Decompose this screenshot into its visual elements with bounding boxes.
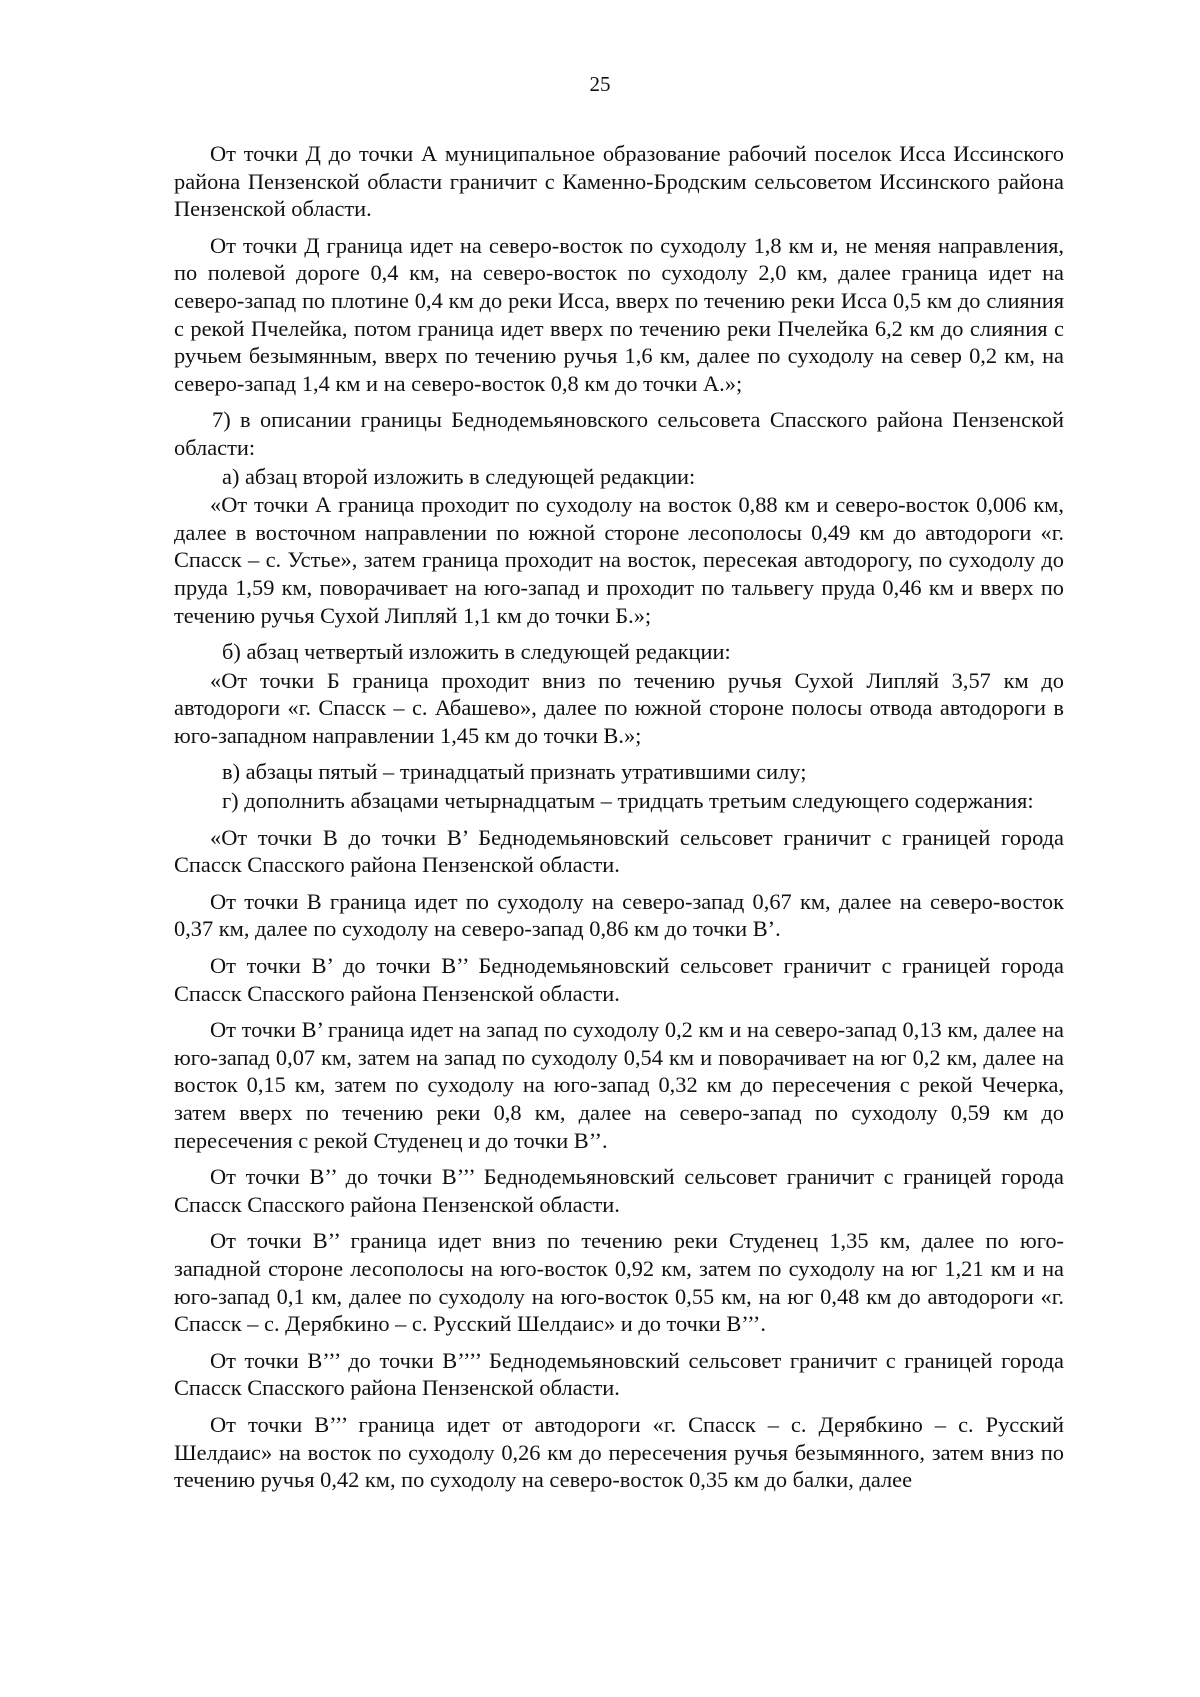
paragraph-point-v2: От точки В’’ до точки В’’’ Беднодемьяновский сельсовет граничит с границей города Спасск Спасского района Пензенской области.	[174, 1164, 1064, 1217]
paragraph-1: От точки Д до точки А муниципальное образование рабочий поселок Исса Иссинского района Пензенской области граничит с Каменно-Бродским сельсоветом Иссинского района Пензенской области.	[174, 141, 1064, 222]
paragraph-a-text: «От точки А граница проходит по суходолу на восток 0,88 км и северо-восток 0,006 км, далее в восточном направлении по южной стороне лесополосы 0,49 км до автодороги «г. Спасск – с. Устье», затем граница проходит на восток, пересекая автодорогу, по суходолу до пруда 1,59 км, поворачивает на юго-запад и проходит по тальвегу пруда 0,46 км и вверх по течению ручья Сухой Липляй 1,1 км до точки Б.»;	[174, 492, 1064, 628]
item-7-heading: 7) в описании границы Беднодемьяновского сельсовета Спасского района Пензенской области:	[174, 407, 1064, 460]
paragraph-point-v: «От точки В до точки В’ Беднодемьяновский сельсовет граничит с границей города Спасск Спасского района Пензенской области.	[174, 824, 1064, 878]
paragraph-b-text: «От точки Б граница проходит вниз по течению ручья Сухой Липляй 3,57 км до автодороги «г. Спасск – с. Абашево», далее по южной стороне полосы отвода автодороги в юго-западном направлении 1,45 км до точки В.»;	[174, 667, 1064, 748]
paragraph-point-v-route: От точки В граница идет по суходолу на северо-запад 0,67 км, далее на северо-восток 0,37 км, далее по суходолу на северо-запад 0,86 км до точки В’.	[174, 888, 1064, 942]
paragraph-2: От точки Д граница идет на северо-восток по суходолу 1,8 км и, не меняя направления, по полевой дороге 0,4 км, на северо-восток по суходолу 2,0 км, далее граница идет на северо-запад по плотине 0,4 км до реки Исса, вверх по течению реки Исса 0,5 км до слияния с рекой Пчелейка, потом граница идет вверх по течению реки Пчелейка 6,2 км до слияния с ручьем безымянным, вверх по течению ручья 1,6 км, далее по суходолу на север 0,2 км, на северо-запад 1,4 км и на северо-восток 0,8 км до точки А.»;	[174, 232, 1064, 396]
paragraph-point-v1: От точки В’ до точки В’’ Беднодемьяновский сельсовет граничит с границей города Спасск Спасского района Пензенской области.	[174, 953, 1064, 1006]
subitem-v: в) абзацы пятый – тринадцатый признать утратившими силу;	[222, 759, 807, 785]
subitem-b: б) абзац четвертый изложить в следующей редакции:	[222, 639, 731, 665]
paragraph-point-v3-route: От точки В’’’ граница идет от автодороги «г. Спасск – с. Дерябкино – с. Русский Шелдаис» на восток по суходолу 0,26 км до пересечения ручья безымянного, затем вниз по течению ручья 0,42 км, по суходолу на северо-восток 0,35 км до балки, далее	[174, 1411, 1064, 1493]
paragraph-point-v3: От точки В’’’ до точки В’’’’ Беднодемьяновский сельсовет граничит с границей города Спасск Спасского района Пензенской области.	[174, 1347, 1064, 1401]
document-body	[174, 140, 1064, 1503]
paragraph-point-v2-route: От точки В’’ граница идет вниз по течению реки Студенец 1,35 км, далее по юго-западной стороне лесополосы на юго-восток 0,92 км, затем по суходолу на юг 1,21 км и на юго-запад 0,1 км, далее по суходолу на юго-восток 0,55 км, на юг 0,48 км до автодороги «г. Спасск – с. Дерябкино – с. Русский Шелдаис» и до точки В’’’.	[174, 1228, 1064, 1337]
page-number: 25	[589, 72, 611, 96]
paragraph-point-v1-route: От точки В’ граница идет на запад по суходолу 0,2 км и на северо-запад 0,13 км, далее на юго-запад 0,07 км, затем на запад по суходолу 0,54 км и поворачивает на юг 0,2 км, далее на восток 0,15 км, затем по суходолу на юго-запад 0,32 км до пересечения с рекой Чечерка, затем вверх по течению реки 0,8 км, далее на северо-запад по суходолу 0,59 км до пересечения с рекой Студенец и до точки В’’.	[174, 1017, 1064, 1153]
subitem-g: г) дополнить абзацами четырнадцатым – тридцать третьим следующего содержания:	[222, 788, 1034, 814]
subitem-a: а) абзац второй изложить в следующей редакции:	[222, 463, 696, 489]
